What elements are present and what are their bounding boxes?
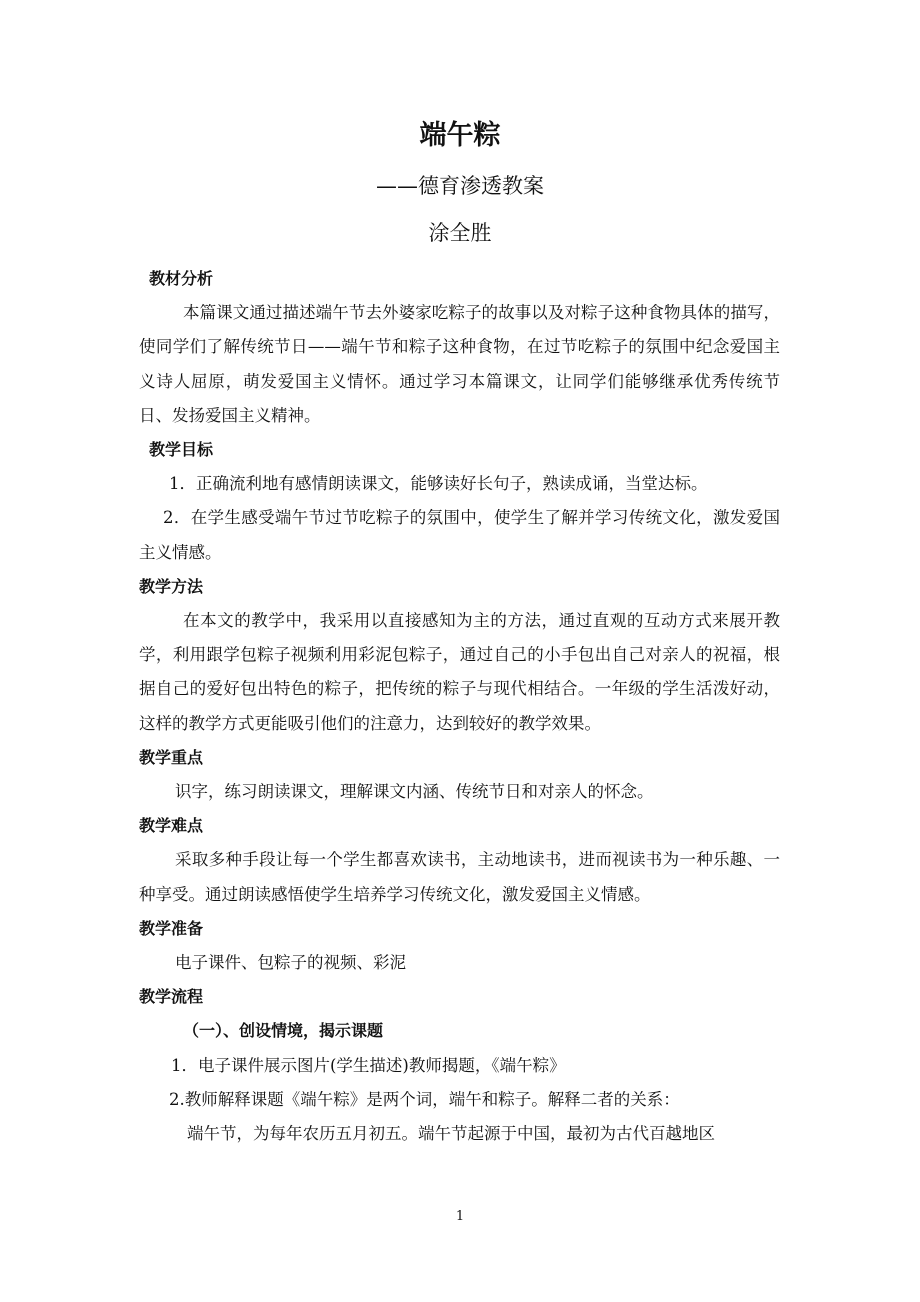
process-step-2: 2.教师解释课题《端午粽》是两个词，端午和粽子。解释二者的关系： xyxy=(169,1089,680,1109)
paragraph-methods: 在本文的教学中，我采用以直接感知为主的方法，通过直观的互动方式来展开教学，利用跟学包粽子视频利用彩泥包粽子，通过自己的小手包出自己对亲人的祝福，根据自己的爱好包出特色的粽子，把传统的粽子与现代相结合。一年级的学生活泼好动，这样的教学方式更能吸引他们的注意力，达到较好的教学效果。 xyxy=(139,611,780,733)
process-step-1: 1．电子课件展示图片(学生描述)教师揭题，《端午粽》 xyxy=(171,1055,566,1075)
section-heading-process: 教学流程 xyxy=(139,987,204,1007)
paragraph-difficulties: 采取多种手段让每一个学生都喜欢读书，主动地读书，进而视读书为一种乐趣、一种享受。通过朗读感悟使学生培养学习传统文化，激发爱国主义情感。 xyxy=(139,850,780,904)
document-author: 涂全胜 xyxy=(428,221,492,245)
page-number: 1 xyxy=(455,1209,465,1224)
section-heading-methods: 教学方法 xyxy=(139,576,204,596)
section-heading-goals: 教学目标 xyxy=(149,440,214,460)
document-subtitle: ——德育渗透教案 xyxy=(376,174,544,198)
goal-item-2: 2．在学生感受端午节过节吃粽子的氛围中，使学生了解并学习传统文化，激发爱国主义情感。 xyxy=(139,508,780,562)
section-heading-key-points: 教学重点 xyxy=(139,747,204,767)
paragraph-key-points: 识字，练习朗读课文，理解课文内涵、传统节日和对亲人的怀念。 xyxy=(175,782,654,802)
document-title: 端午粽 xyxy=(419,120,501,151)
document-body xyxy=(139,262,780,1151)
paragraph-analysis: 本篇课文通过描述端午节去外婆家吃粽子的故事以及对粽子这种食物具体的描写，使同学们了解传统节日——端午节和粽子这种食物，在过节吃粽子的氛围中纪念爱国主义诗人屈原，萌发爱国主义情怀。通过学习本篇课文，让同学们能够继承优秀传统节日、发扬爱国主义精神。 xyxy=(139,303,780,425)
paragraph-preparation: 电子课件、包粽子的视频、彩泥 xyxy=(175,953,406,973)
goal-item-1: 1．正确流利地有感情朗读课文，能够读好长句子，熟读成诵，当堂达标。 xyxy=(169,474,708,494)
section-heading-analysis: 教材分析 xyxy=(149,269,214,288)
section-heading-difficulties: 教学难点 xyxy=(139,816,204,836)
process-subheading: （一）、创设情境，揭示课题 xyxy=(183,1021,384,1041)
section-heading-preparation: 教学准备 xyxy=(139,918,204,938)
process-step-3: 端午节，为每年农历五月初五。端午节起源于中国，最初为古代百越地区 xyxy=(187,1124,715,1144)
